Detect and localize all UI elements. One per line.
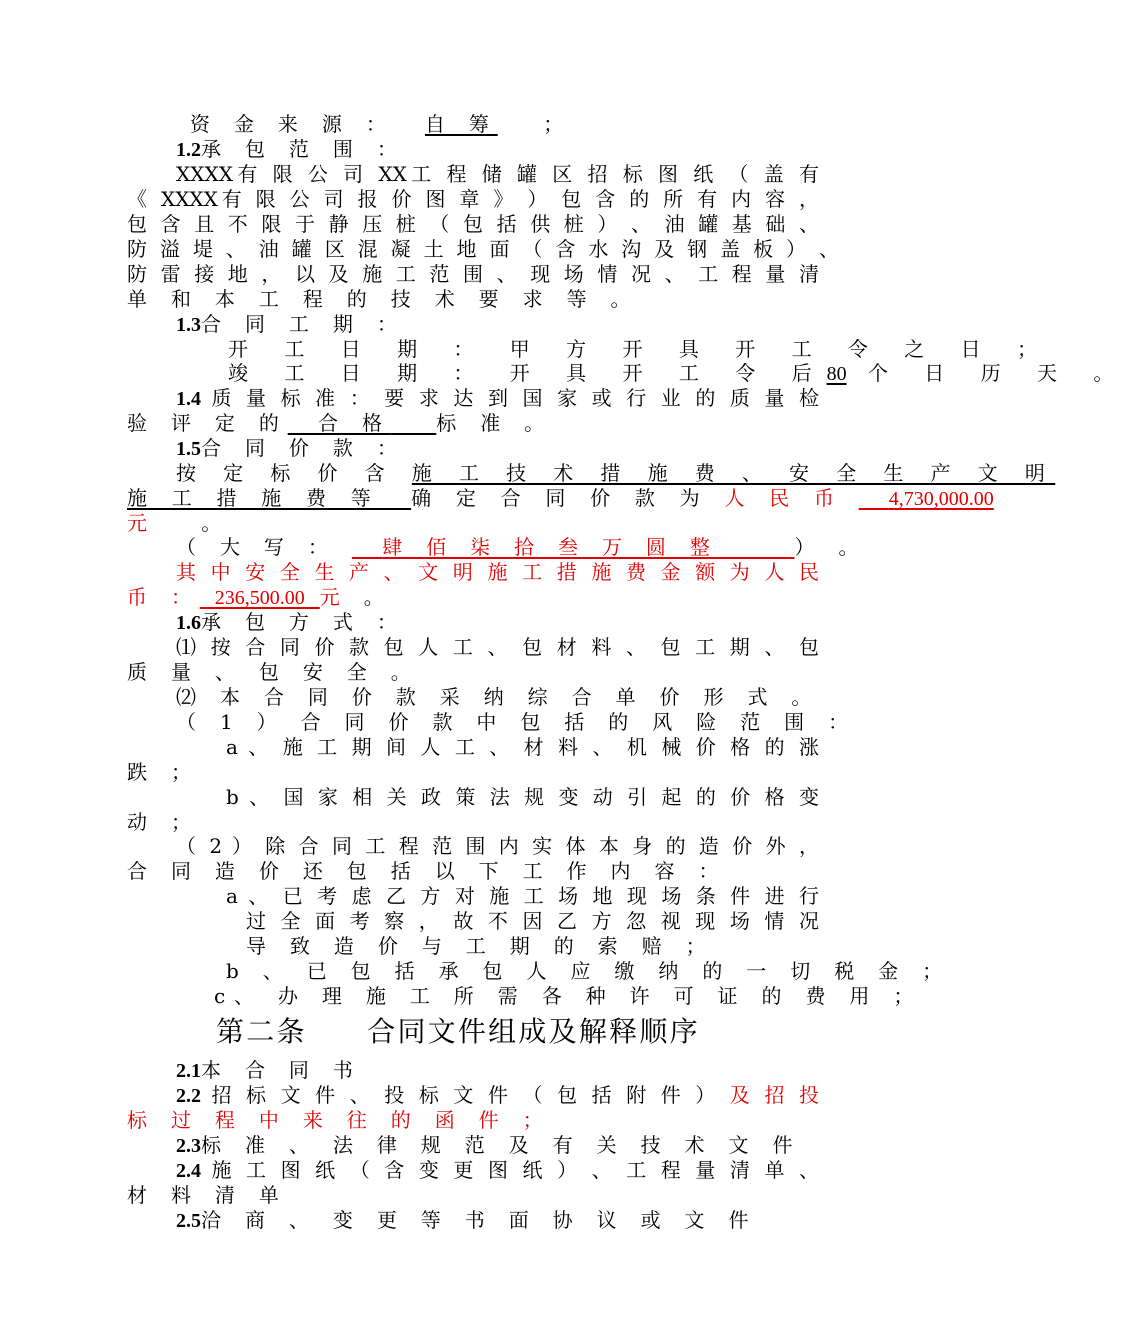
clause-1-2-title [176,137,476,162]
clause-number: 1.4 [176,388,201,410]
risk-item-a-line-1: a 、 施 工 期 间 人 工 、 材 料 、 机 械 价 格 的 涨 [226,735,819,759]
clause-number: 1.6 [176,612,201,634]
completion-date-line [228,361,1128,386]
scope-line-5: 防 雷 接 地 ， 以 及 施 工 范 围 、 现 场 情 况 、 工 程 量 清 [127,262,819,286]
punctuation: 。 [201,511,231,535]
clause-2-4-line-2: 材 料 清 单 [127,1183,288,1207]
clause-number: 2.2 [176,1085,201,1107]
funding-source-value: 自 筹 [424,112,498,136]
clause-number: 1.3 [176,314,201,336]
risk-item-b-line-2: 动 ； [127,810,200,834]
completion-date-suffix: 个 日 历 天 。 [867,361,1128,385]
measures-fee-text-cont: 施 工 措 施 费 等 [127,486,380,510]
scope-line-1: XXXX有 限 公 司 XX工 程 储 罐 区 招 标 图 纸 （ 盖 有 [176,162,819,186]
contract-mode-line-3: ⑵ 本 合 同 价 款 采 纳 综 合 单 价 形 式 。 [176,685,821,709]
extra-work-a-line-1: a 、 已 考 虑 乙 方 对 施 工 场 地 现 场 条 件 进 行 [226,884,819,908]
quality-standard-text: 质 量 标 准 ： 要 求 达 到 国 家 或 行 业 的 质 量 检 [211,386,820,410]
clause-text: 施 工 图 纸 （ 含 变 更 图 纸 ） 、 工 程 量 清 单 、 [211,1158,820,1182]
clause-title: 承 包 范 围 ： [201,137,406,161]
clause-2-2-line [176,1083,819,1108]
price-prefix: 按 定 标 价 含 [176,461,396,485]
clause-1-3-title [176,312,476,337]
clause-text: 标 准 、 法 律 规 范 及 有 关 技 术 文 件 [201,1133,802,1157]
price-line-3 [127,511,819,536]
quality-standard-line-2 [127,411,819,436]
extra-work-title-line-2: 合 同 造 价 还 包 括 以 下 工 作 内 容 ： [127,859,728,883]
clause-number: 2.4 [176,1160,201,1182]
punctuation: ； [543,112,573,136]
safety-fee-amount: 236,500.00 [214,587,305,609]
clause-text: 洽 商 、 变 更 等 书 面 协 议 或 文 件 [201,1208,758,1232]
clause-1-6-title [176,610,476,635]
contract-mode-line-2: 质 量 、 包 安 全 。 [127,660,420,684]
clause-number: 1.2 [176,139,201,161]
start-date-line: 开 工 日 期 ： 甲 方 开 具 开 工 令 之 日 ； [228,337,1053,361]
scope-line-4: 防 溢 堤 、 油 罐 区 混 凝 土 地 面 （ 含 水 沟 及 钢 盖 板 ） 、 [127,237,839,261]
scope-line-3: 包 含 且 不 限 于 静 压 桩 （ 包 括 供 桩 ） 、 油 罐 基 础 、 [127,212,819,236]
currency-label: 人 民 币 [724,486,844,510]
clause-number: 2.1 [176,1060,201,1082]
risk-scope-title: （ 1 ） 合 同 价 款 中 包 括 的 风 险 范 围 ： [176,710,857,734]
scope-line-6: 单 和 本 工 程 的 技 术 要 求 等 。 [127,287,640,311]
clause-title: 合 同 价 款 ： [201,436,406,460]
clause-number: 2.3 [176,1135,201,1157]
extra-work-b-line: b 、 已 包 括 承 包 人 应 缴 纳 的 一 切 税 金 ； [226,959,951,983]
clause-2-1-line [176,1058,476,1083]
clause-number: 2.5 [176,1210,201,1232]
price-in-words-label: （ 大 写 ： [176,535,337,559]
extra-work-a-line-2: 过 全 面 考 察 ， 故 不 因 乙 方 忽 视 现 场 情 况 [246,909,819,933]
price-line-2 [127,486,994,511]
clause-text: 本 合 同 书 [201,1058,362,1082]
safety-fee-line-1: 其 中 安 全 生 产 、 文 明 施 工 措 施 费 金 额 为 人 民 [176,560,819,584]
duration-days: 80 [826,363,847,385]
clause-1-5-title [176,436,476,461]
extra-work-c-line: c、 办 理 施 工 所 需 各 种 许 可 证 的 费 用 ； [214,984,923,1008]
clause-2-3-line [176,1133,802,1158]
punctuation: 。 [363,585,393,609]
clause-number: 1.5 [176,438,201,460]
scope-line-2: 《 XXXX有 限 公 司 报 价 图 章 》 ） 包 含 的 所 有 内 容 ， [127,187,819,211]
clause-2-2-line-2: 标 过 程 中 来 往 的 函 件 ； [127,1108,552,1132]
clause-title: 合 同 工 期 ： [201,312,406,336]
price-in-words-line [176,535,868,560]
punctuation: ） 。 [794,535,868,559]
quality-standard-suffix: 标 准 。 [436,411,553,435]
risk-item-b-line-1: b 、 国 家 相 关 政 策 法 规 变 动 引 起 的 价 格 变 [226,785,819,809]
quality-standard-prefix: 验 评 定 的 [127,411,288,435]
clause-text: 招 标 文 件 、 投 标 文 件 （ 包 括 附 件 ） [211,1083,720,1107]
funding-source-line [190,112,690,137]
currency-unit: 元 [319,585,349,609]
clause-2-4-line [176,1158,819,1183]
currency-unit: 元 [127,511,156,535]
article-2-heading: 第二条 合同文件组成及解释顺序 [216,1015,700,1048]
clause-text-highlight: 及 招 投 [729,1083,820,1107]
clause-1-4-line [176,386,819,411]
completion-date-label: 竣 工 日 期 ： 开 具 开 工 令 后 [228,361,827,385]
contract-price-amount: 4,730,000.00 [888,488,994,510]
currency-label: 币 ： [127,585,200,609]
price-line-1 [176,461,1056,486]
clause-title: 承 包 方 式 ： [201,610,406,634]
extra-work-a-line-3: 导 致 造 价 与 工 期 的 索 赔 ； [246,934,715,958]
extra-work-title-line-1: （ 2 ） 除 合 同 工 程 范 围 内 实 体 本 身 的 造 价 外 ， [176,834,819,858]
price-mid-text: 确 定 合 同 价 款 为 [411,486,709,510]
measures-fee-text: 施 工 技 术 措 施 费 、 安 全 生 产 文 明 [411,461,1056,485]
contract-mode-line-1: ⑴ 按 合 同 价 款 包 人 工 、 包 材 料 、 包 工 期 、 包 [176,635,819,659]
clause-2-5-line [176,1208,776,1233]
safety-fee-line-2 [127,585,819,610]
quality-standard-value: 合 格 [318,411,391,435]
risk-item-a-line-2: 跌 ； [127,760,200,784]
price-in-words-value: 肆 佰 柒 拾 叁 万 圆 整 [382,535,719,559]
funding-source-label: 资 金 来 源 ： [190,112,395,136]
